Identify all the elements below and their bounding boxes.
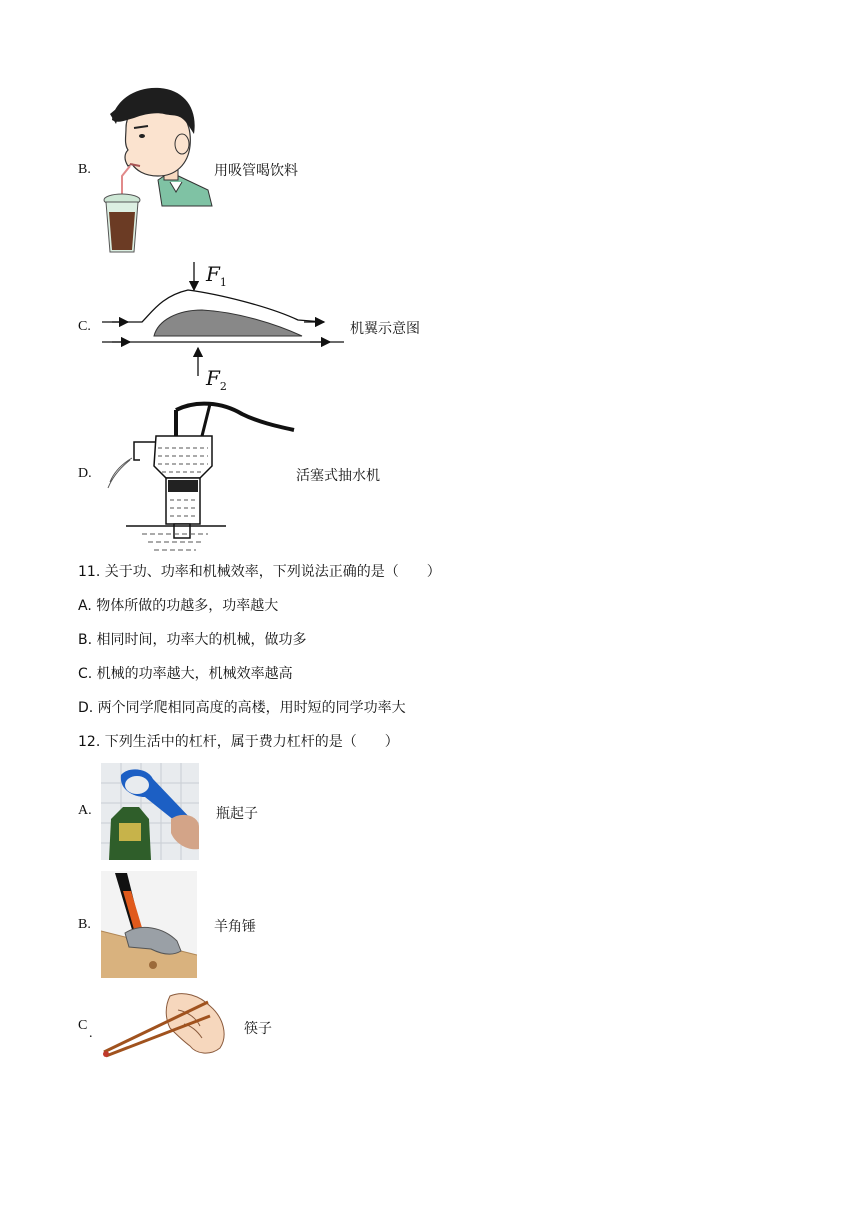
q12-option-b-caption: 羊角锤	[214, 919, 256, 935]
force-f2-symbol: F	[206, 366, 220, 390]
q11-option-a: A. 物体所做的功越多，功率越大	[78, 598, 279, 614]
q12-option-a-caption: 瓶起子	[216, 806, 258, 822]
q11-stem: 11. 关于功、功率和机械效率，下列说法正确的是（ ）	[78, 564, 441, 580]
bottle-opener-photo	[101, 763, 199, 860]
boy-drinking-straw-illustration	[100, 84, 215, 256]
q11-option-d: D. 两个同学爬相同高度的高楼，用时短的同学功率大	[78, 700, 406, 716]
q10-option-b-letter: B.	[78, 162, 91, 177]
force-f1-label	[206, 262, 227, 289]
chopsticks-hand-illustration	[100, 990, 230, 1060]
q11-option-b: B. 相同时间，功率大的机械，做功多	[78, 632, 307, 648]
claw-hammer-photo	[101, 871, 197, 978]
q10-option-d-caption: 活塞式抽水机	[296, 468, 380, 484]
force-f2-subscript: 2	[219, 380, 227, 393]
force-f1-subscript: 1	[219, 276, 227, 289]
q12-stem: 12. 下列生活中的杠杆，属于费力杠杆的是（ ）	[78, 734, 399, 750]
q12-option-b-letter: B.	[78, 917, 91, 932]
q12-option-c-dot: .	[89, 1026, 93, 1041]
force-f1-symbol: F	[206, 262, 220, 286]
q10-option-d-letter: D.	[78, 466, 92, 481]
q12-option-c-letter: C	[78, 1018, 88, 1033]
q10-option-c-letter: C.	[78, 319, 91, 334]
q10-option-b-caption: 用吸管喝饮料	[214, 163, 298, 179]
piston-pump-diagram	[96, 396, 296, 552]
q12-option-a-letter: A.	[78, 803, 92, 818]
q10-option-c-caption: 机翼示意图	[350, 321, 420, 337]
q12-option-c-caption: 筷子	[244, 1021, 272, 1037]
q11-option-c: C. 机械的功率越大，机械效率越高	[78, 666, 293, 682]
force-f2-label	[206, 366, 227, 393]
